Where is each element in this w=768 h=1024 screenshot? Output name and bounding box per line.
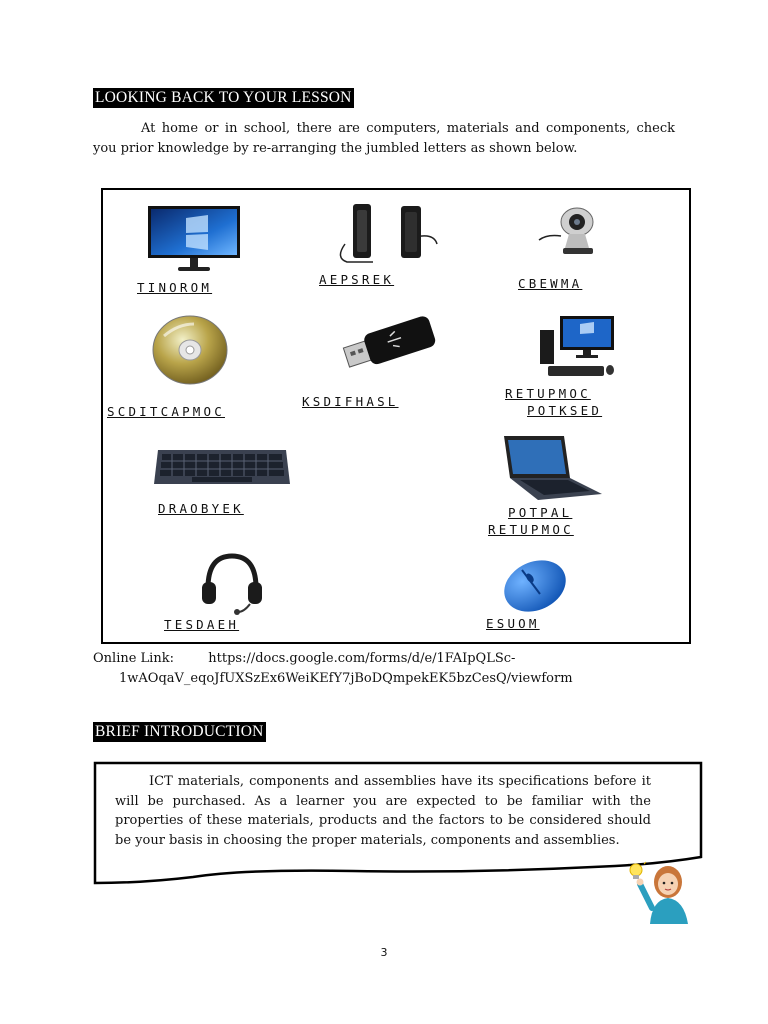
online-link-label: Online Link: <box>93 651 174 666</box>
mouse-icon <box>500 556 570 614</box>
brief-intro-paragraph: ICT materials, components and assemblies have its specifications before it will be purchased. As a learner you are expected to be familiar with the properties of these materials, products and the factors to be considered should be your basis in choosing the proper materials, components and assemblies. <box>115 774 651 848</box>
webcam-icon <box>537 204 607 260</box>
label-desktop-line2: POTKSED <box>527 403 603 418</box>
online-link-url-line2[interactable]: 1wAOqaV_eqoJfUXSzEx6WeiKEfY7jBoDQmpekEK5bzCesQ/viewform <box>119 671 573 686</box>
intro-paragraph: At home or in school, there are computers, materials and components, check you prior knowledge by re-arranging the jumbled letters as shown below. <box>93 121 675 156</box>
label-speaker: AEPSREK <box>319 272 395 287</box>
speakers-icon <box>333 200 443 266</box>
headset-icon <box>200 552 264 618</box>
teacher-idea-icon <box>628 860 696 924</box>
label-headset: TESDAEH <box>164 617 240 632</box>
section-heading-brief-introduction: BRIEF INTRODUCTION <box>95 723 264 740</box>
label-mouse: ESUOM <box>486 616 540 631</box>
keyboard-icon <box>152 446 292 488</box>
monitor-icon <box>146 204 242 274</box>
label-webcam: CBEWMA <box>518 276 583 291</box>
laptop-icon <box>498 434 604 504</box>
label-laptop-line2: RETUPMOC <box>488 522 574 537</box>
online-link-block <box>93 649 573 689</box>
label-monitor: TINOROM <box>137 280 213 295</box>
desktop-computer-icon <box>538 314 618 380</box>
label-laptop-line1: POTPAL <box>508 505 573 520</box>
section-heading-looking-back: LOOKING BACK TO YOUR LESSON <box>95 89 352 106</box>
label-keyboard: DRAOBYEK <box>158 501 244 516</box>
flash-drive-icon <box>336 310 440 376</box>
page-number: 3 <box>380 946 388 959</box>
online-link-url-line1[interactable]: https://docs.google.com/forms/d/e/1FAIpQLSc- <box>208 651 516 666</box>
label-cd: SCDITCAPMOC <box>107 404 225 419</box>
label-desktop-line1: RETUPMOC <box>505 386 591 401</box>
cd-icon <box>150 314 230 386</box>
label-flash-disk: KSDIFHASL <box>302 394 399 409</box>
